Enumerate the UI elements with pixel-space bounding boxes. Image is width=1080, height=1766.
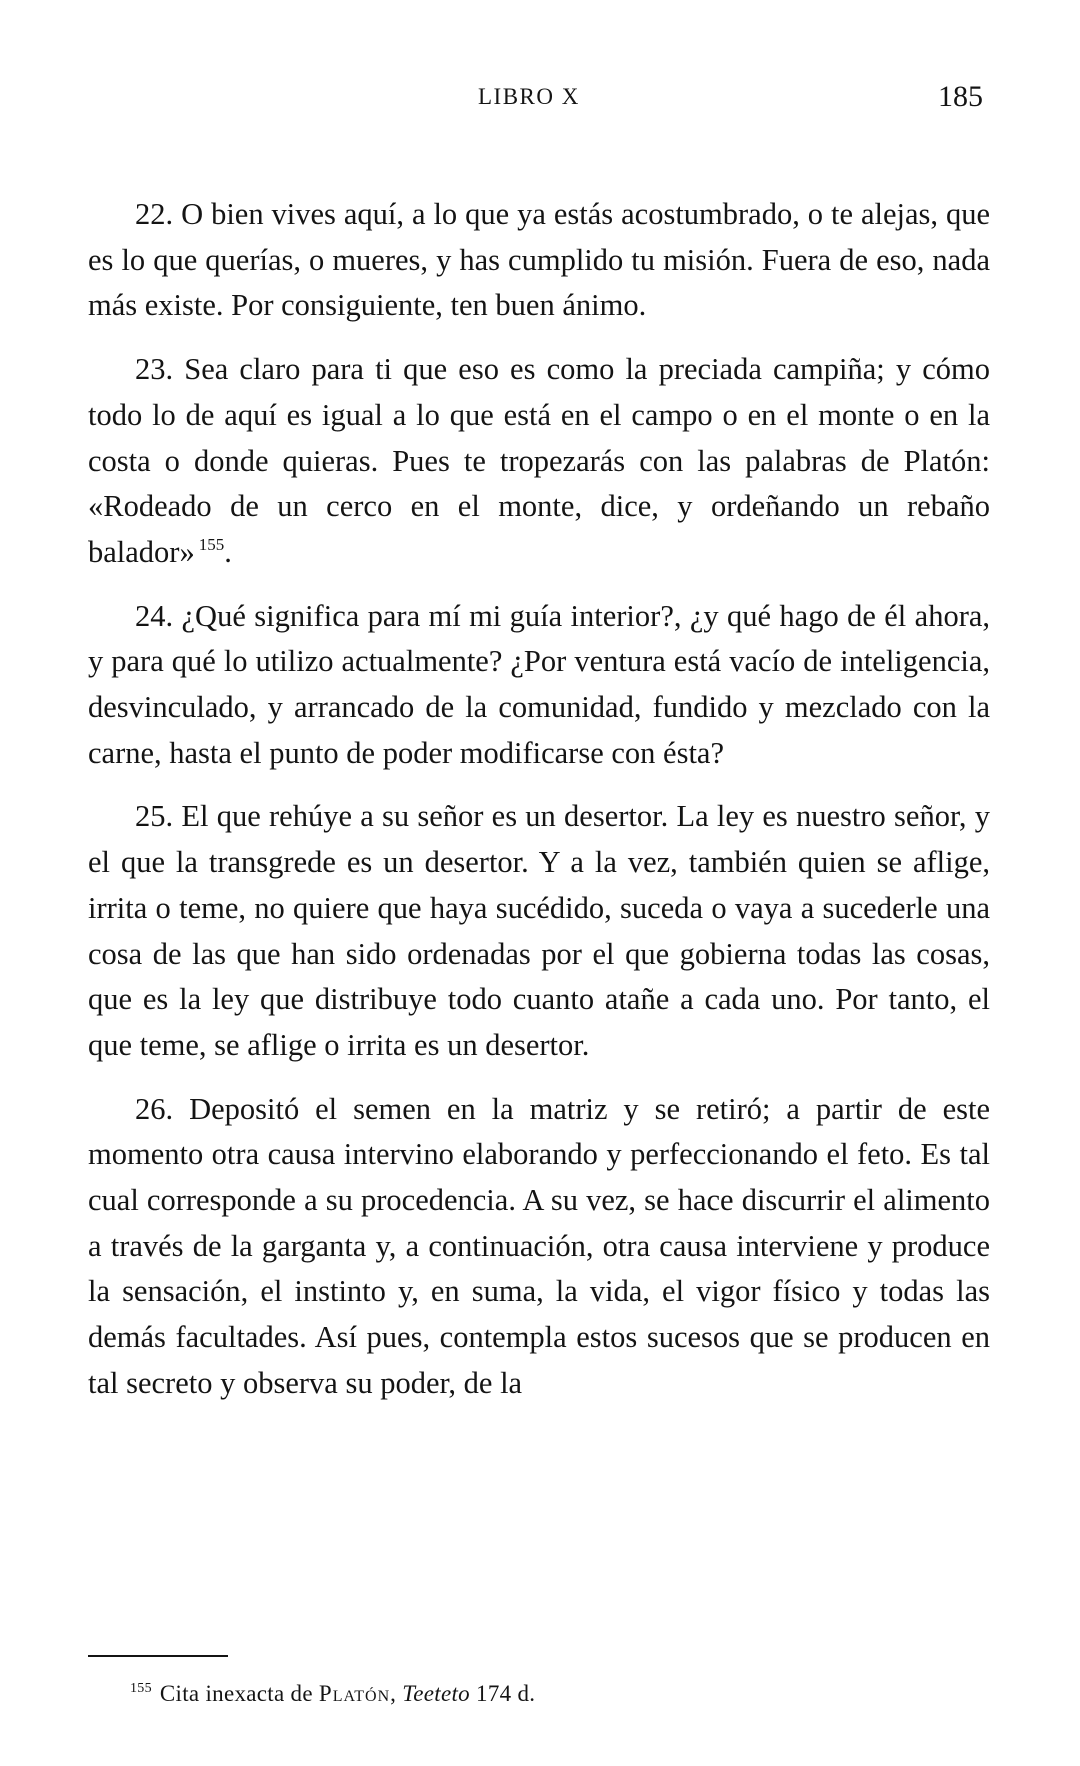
paragraph-23	[88, 347, 990, 576]
paragraph-22	[88, 192, 990, 329]
footnote-locator: 174 d.	[476, 1681, 536, 1706]
footnote-work: Teeteto	[402, 1681, 470, 1706]
paragraph-25	[88, 794, 990, 1068]
paragraph-number: 26.	[135, 1091, 174, 1126]
paragraph-text: O bien vives aquí, a lo que ya estás acostumbrado, o te alejas, que es lo que querías, o mueres, y has cumplido tu misión. Fuera de eso, nada más existe. Por consiguiente, ten buen ánimo.	[88, 197, 991, 323]
paragraph-text: El que rehúye a su señor es un desertor. La ley es nuestro señor, y el que la transgrede es un desertor. Y a la vez, también quien se aflige, irrita o teme, no quiere que haya sucédido, suceda o vaya a sucederle una cosa de las que han sido ordenadas por el que gobierna todas las cosas, que es la ley que distribuye todo cuanto atañe a cada uno. Por tanto, el que teme, se aflige o irrita es un desertor.	[88, 799, 991, 1062]
footnote-author: Platón	[318, 1681, 391, 1706]
page-number: 185	[938, 80, 983, 113]
paragraph-number: 25.	[135, 799, 174, 834]
running-title: LIBRO X	[478, 84, 580, 109]
paragraph-number: 23.	[135, 352, 174, 387]
footnote-divider	[88, 1655, 228, 1657]
footnote-reference[interactable]: 155	[198, 534, 225, 554]
footnote-prefix: Cita inexacta de	[159, 1681, 313, 1706]
paragraph-number: 22.	[135, 197, 174, 231]
paragraph-tail: .	[224, 534, 232, 569]
paragraph-text: ¿Qué significa para mí mi guía interior?, ¿y qué hago de él ahora, y para qué lo utilizo actualmente? ¿Por ventura está vacío de inteligencia, desvinculado, y arrancado de la comunidad, fundido y mezclado con la carne, hasta el punto de poder modificarse con ésta?	[88, 598, 991, 770]
paragraph-26	[88, 1087, 990, 1407]
paragraph-text: Sea claro para ti que eso es como la preciada campiña; y cómo todo lo de aquí es igual a lo que está en el campo o en el monte o en la costa o donde quieras. Pues te tropezarás con las palabras de Platón: «Rodeado de un cerco en el monte, dice, y ordeñando un rebaño balador»	[88, 352, 991, 569]
footnote: $^{155}$ Cita inexacta de Platón, Teeteto 174 d.	[130, 1681, 536, 1706]
paragraph-text: Depositó el semen en la matriz y se retiró; a partir de este momento otra causa intervino elaborando y perfeccionando el feto. Es tal cual corresponde a su procedencia. A su vez, se hace discurrir el alimento a través de la garganta y, a continuación, otra causa interviene y produce la sensación, el instinto y, en suma, la vida, el vigor físico y todas las demás facultades. Así pues, contempla estos sucesos que se producen en tal secreto y observa su poder, de la	[88, 1091, 991, 1400]
footnote-number: 155	[130, 1681, 152, 1696]
paragraph-number: 24.	[135, 598, 174, 633]
body-text	[88, 192, 990, 1425]
paragraph-24	[88, 594, 990, 777]
running-head	[0, 80, 1080, 120]
